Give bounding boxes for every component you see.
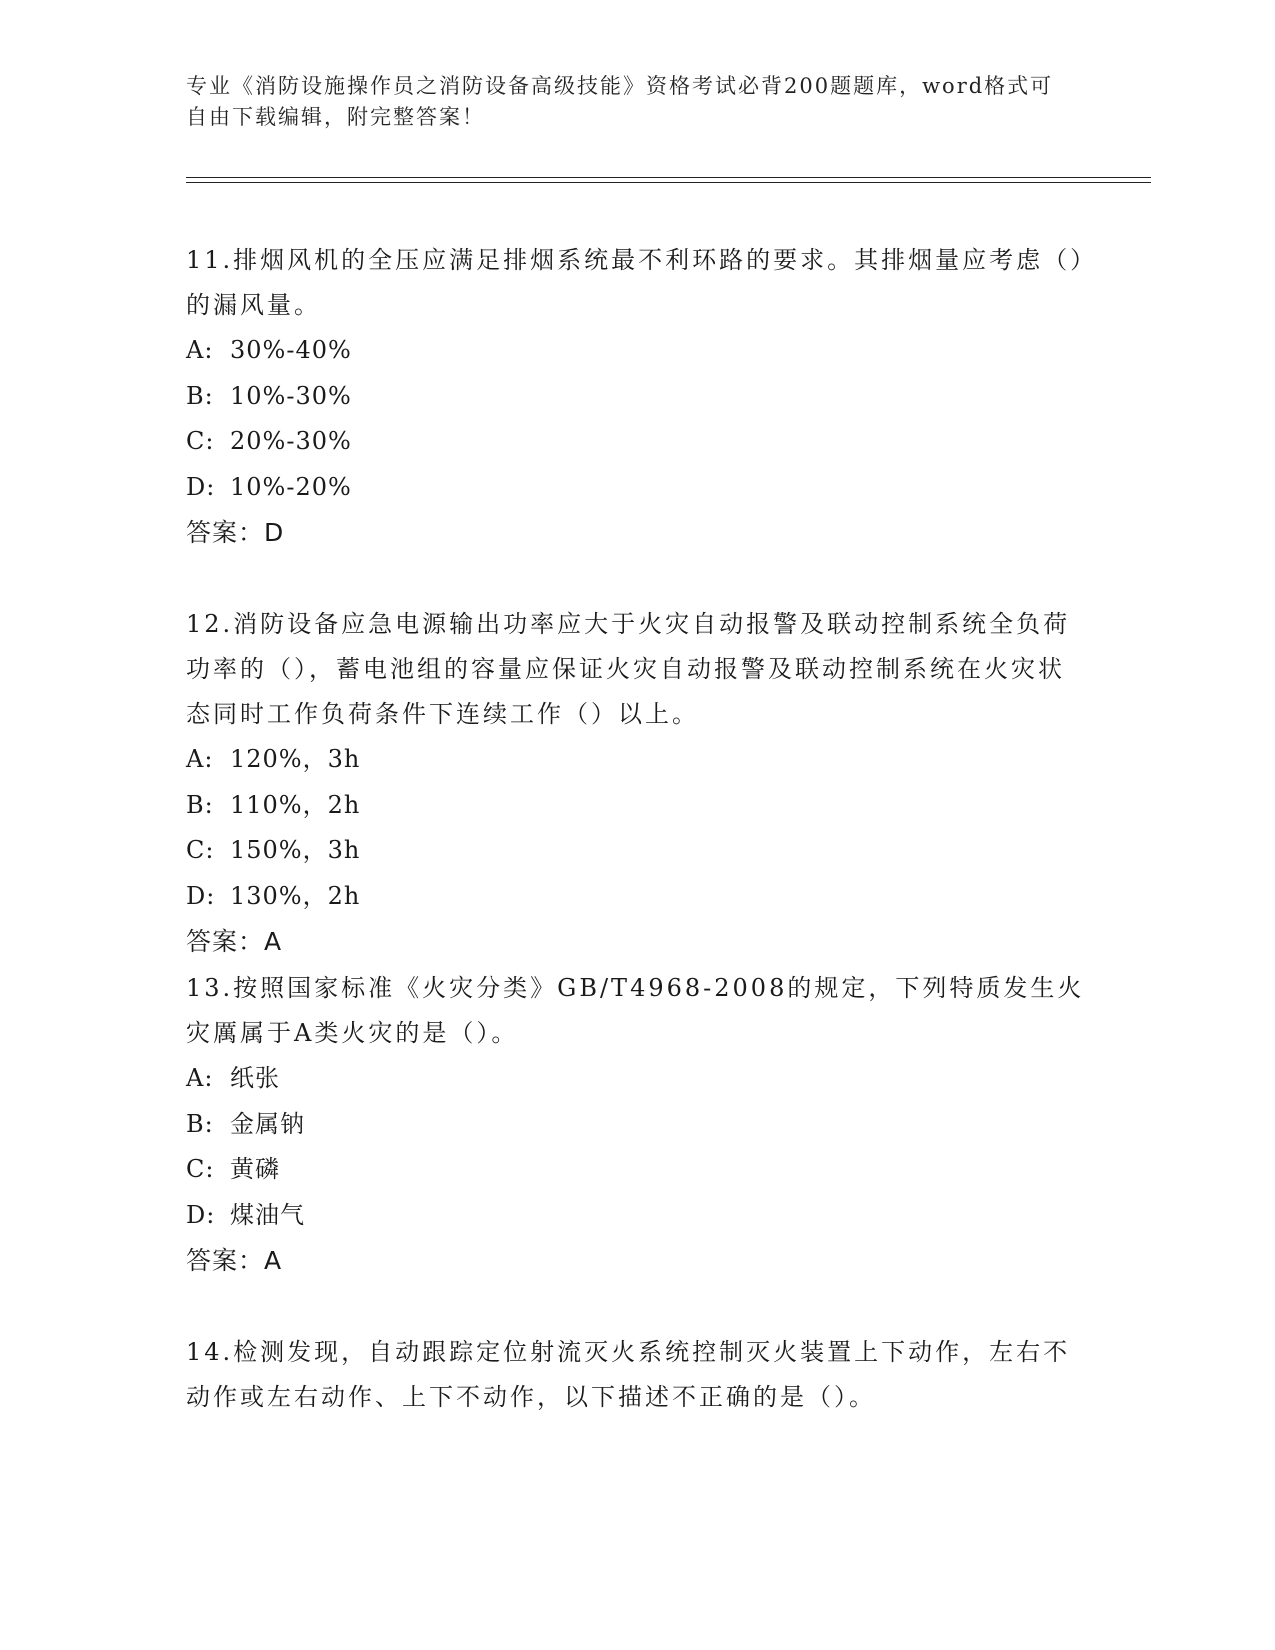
option-d — [186, 465, 1086, 511]
option-b — [186, 1102, 1086, 1148]
option-c — [186, 419, 1086, 465]
option-text: 120%，3h — [230, 745, 361, 773]
question-11 — [186, 238, 1086, 555]
question-stem: 13.按照国家标准《火灾分类》GB/T4968-2008的规定，下列特质发生火灾厲属于A类火灾的是（）。 — [186, 974, 1085, 1047]
option-a — [186, 328, 1086, 374]
option-letter: B: — [186, 790, 214, 819]
option-letter: C: — [186, 427, 215, 455]
question-stem: 14.检测发现，自动跟踪定位射流灭火系统控制灭火装置上下动作，左右不动作或左右动作、上下不动作，以下描述不正确的是（）。 — [186, 1338, 1071, 1411]
option-b — [186, 374, 1086, 420]
question-14 — [186, 1330, 1086, 1420]
header-divider-top — [186, 177, 1151, 178]
option-letter: A: — [186, 336, 214, 364]
option-text: 30%-40% — [230, 336, 352, 364]
question-13 — [186, 966, 1086, 1283]
option-text: 10%-30% — [230, 381, 352, 410]
option-d — [186, 1193, 1086, 1239]
question-stem: 11.排烟风机的全压应满足排烟系统最不利环路的要求。其排烟量应考虑（）的漏风量。 — [186, 246, 1086, 319]
option-text: 10%-20% — [230, 472, 352, 501]
answer-line: 答案：A — [186, 1246, 283, 1275]
question-12 — [186, 602, 1086, 964]
option-a — [186, 1056, 1086, 1102]
option-letter: D: — [186, 1200, 216, 1229]
question-stem: 12.消防设备应急电源输出功率应大于火灾自动报警及联动控制系统全负荷功率的（），蓄电池组的容量应保证火灾自动报警及联动控制系统在火灾状态同时工作负荷条件下连续工作（）以上。 — [186, 610, 1071, 728]
option-letter: D: — [186, 472, 216, 501]
option-text: 煤油气 — [230, 1200, 305, 1229]
option-text: 130%，2h — [230, 881, 361, 910]
document-header: 专业《消防设施操作员之消防设备高级技能》资格考试必背200题题库，word格式可自由下载编辑，附完整答案！ — [186, 74, 1054, 129]
option-a — [186, 737, 1086, 783]
option-letter: C: — [186, 836, 215, 864]
option-b — [186, 783, 1086, 829]
option-text: 金属钠 — [230, 1109, 305, 1138]
option-text: 20%-30% — [230, 427, 352, 455]
option-d — [186, 874, 1086, 920]
option-letter: B: — [186, 1109, 214, 1138]
option-letter: D: — [186, 881, 216, 910]
option-c — [186, 1147, 1086, 1193]
option-text: 110%，2h — [230, 790, 361, 819]
option-text: 黄磷 — [230, 1155, 280, 1183]
option-letter: A: — [186, 745, 214, 773]
option-letter: A: — [186, 1064, 214, 1092]
answer-line: 答案：A — [186, 927, 283, 956]
option-letter: C: — [186, 1155, 215, 1183]
header-divider-bottom — [186, 182, 1151, 183]
answer-line: 答案：D — [186, 518, 285, 547]
option-text: 纸张 — [230, 1064, 280, 1092]
option-c — [186, 828, 1086, 874]
option-text: 150%，3h — [230, 836, 361, 864]
option-letter: B: — [186, 381, 214, 410]
